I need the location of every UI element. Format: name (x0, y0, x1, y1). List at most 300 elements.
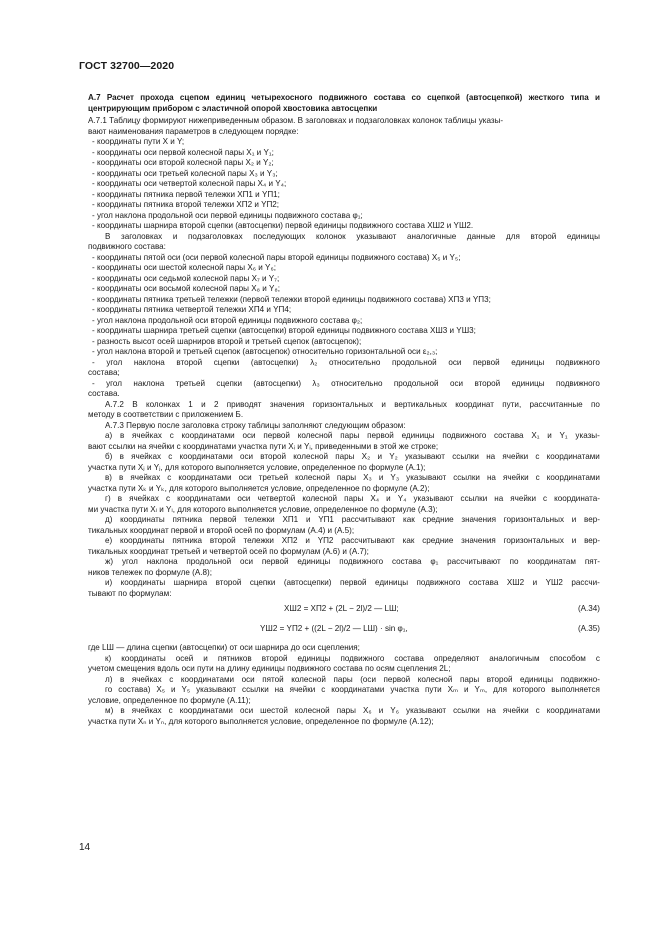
word: с (535, 473, 540, 482)
list-item: - координаты оси седьмой колесной пары X₇ и Y₇; (92, 273, 280, 283)
justified-text-line (88, 473, 600, 484)
word: ячейках (129, 494, 159, 503)
word: состава) (118, 685, 151, 694)
word: на (274, 685, 284, 694)
word: подвижного (556, 378, 600, 388)
word: ж) (105, 557, 114, 566)
word: угол (106, 357, 123, 367)
word: определяют (433, 653, 480, 663)
word: (оси (360, 674, 376, 684)
word: А.7.2 (105, 399, 124, 409)
list-item: - координаты пятника третьей тележки (первой тележки второй единицы подвижного состава) XП3 и YП3; (92, 294, 491, 304)
word: оси (239, 557, 254, 566)
word: первой (367, 431, 394, 440)
word: координатами (546, 473, 600, 482)
word: колонок (315, 231, 346, 241)
word: четвертой (257, 494, 296, 503)
word: пары (344, 494, 364, 503)
text-line: вают наименования параметров в следующем порядке: (88, 126, 299, 136)
word: ссылки (460, 494, 488, 503)
justified-text-line (88, 515, 600, 526)
word: и (571, 515, 577, 524)
word: 2 (213, 399, 219, 409)
list-item: - угол наклона продольной оси первой единицы подвижного состава φ₁; (92, 210, 363, 220)
word: колесной (294, 706, 330, 715)
formula-expression: XШ2 = XП2 + (2L − 2l)/2 — LШ; (284, 604, 399, 613)
word: и (172, 231, 178, 241)
word: подвижного (339, 557, 384, 566)
word: (автосцепки) (283, 578, 332, 587)
word: первой (339, 578, 367, 587)
document-code-header: ГОСТ 32700—2020 (79, 60, 175, 72)
word: координаты (120, 515, 165, 524)
word: и (547, 431, 552, 440)
word: в (119, 473, 124, 482)
word: шарнира (173, 578, 208, 587)
word: пятника (172, 536, 203, 545)
word: Y₄ (397, 494, 407, 503)
word: в (117, 494, 123, 503)
word: ячейки (502, 473, 529, 482)
word: на (486, 473, 496, 482)
section-body (88, 93, 600, 727)
justified-text-line (88, 706, 600, 717)
list-item: - координаты пятника второй тележки XП2 и YП2; (92, 200, 280, 209)
word: сцепки (216, 378, 242, 388)
paragraph-lines-after (88, 643, 600, 727)
word: для (493, 685, 507, 694)
word: в (119, 431, 125, 440)
word: с (168, 452, 173, 461)
list-item: - координаты пятой оси (оси первой колесной пары второй единицы подвижного состава) X₅ и Y₅; (92, 252, 461, 262)
word: и (378, 706, 384, 715)
word: Y₃ (390, 473, 400, 482)
word: третьей (258, 473, 289, 482)
word: в (119, 452, 124, 461)
justified-text-line (88, 379, 600, 390)
word: ячейки (502, 452, 529, 461)
word: и) (105, 578, 113, 587)
word: по (590, 399, 600, 409)
word: с (168, 706, 173, 715)
list-item: - угол наклона второй и третьей сцепок (автосцепок) относительно горизонтальной оси ε₂,₃; (92, 347, 438, 356)
word: третьей (175, 378, 206, 388)
word: рассчи- (571, 578, 600, 587)
word: XП1 (282, 515, 299, 524)
text-line: учетом смещения вдоль оси пути на длину единицы подвижного состава по осям сцепления 2L; (88, 664, 451, 673)
formula-a35 (88, 621, 600, 639)
word: λ₃ (312, 378, 320, 388)
word: колесной (297, 431, 333, 440)
word: Y₆ (390, 706, 399, 715)
text-line: вают ссылки на ячейки с координатами участка пути Xᵢ и Yᵢ, приведенными в этой же строке; (88, 441, 439, 451)
word: указывают (406, 706, 447, 715)
word: пары (340, 431, 360, 440)
word: участка (390, 685, 420, 694)
word: YП2 (317, 536, 334, 545)
word: относительно (331, 378, 383, 388)
word: относительно (329, 357, 381, 367)
word: пары (336, 706, 356, 715)
word: пути (425, 685, 442, 694)
page-number: 14 (79, 842, 91, 853)
word: б) (105, 452, 113, 461)
word: указывают (356, 231, 397, 241)
justified-text-line (88, 654, 600, 665)
word: оси (448, 357, 462, 367)
word: единицы (520, 674, 554, 684)
list-item: - координаты пути X и Y; (92, 137, 185, 146)
word: единицы (401, 431, 435, 440)
word: л) (105, 674, 113, 684)
word: координаты (120, 536, 165, 545)
word: и (378, 473, 384, 482)
word: оси (242, 431, 256, 440)
word: Y₁ (559, 431, 568, 440)
word: как (402, 536, 415, 545)
word: X₅ (156, 685, 166, 694)
word: как (403, 515, 415, 524)
text-line: состава; (88, 368, 120, 377)
word: первой (263, 431, 290, 440)
text-line: ников тележек по формуле (А.8); (88, 567, 212, 577)
word: и (571, 536, 577, 545)
list-item: - координаты шарнира второй сцепки (автосцепки) первой единицы подвижного состава XШ2 и YШ2. (92, 221, 474, 230)
word: YП1 (318, 515, 334, 524)
word: Xₘ (447, 685, 459, 694)
word: первой (383, 674, 411, 684)
word: пятника (172, 515, 203, 524)
word: пути, (502, 399, 522, 409)
word: Yₘ, (474, 685, 488, 694)
word: средние (422, 536, 454, 545)
word: ячейки (502, 706, 529, 715)
word: первой (209, 515, 237, 524)
word: (автосцепки) (250, 357, 299, 367)
word: подвижно- (560, 674, 600, 684)
justified-text-line (88, 578, 600, 589)
word: координатами (180, 674, 235, 684)
word: с (167, 473, 172, 482)
word: В (105, 231, 111, 241)
word: вертикальных (394, 399, 447, 409)
word: с (169, 674, 174, 684)
text-line: ми участка пути Xₗ и Yₗ, для которого выполняется условие, определенное по формуле (А.3); (88, 504, 438, 514)
word: второй (486, 674, 513, 684)
word: состава (468, 578, 499, 587)
justified-text-line (88, 675, 600, 686)
word: средние (422, 515, 454, 524)
word: и (381, 399, 386, 409)
word: YШ2 (545, 578, 563, 587)
word: подвижного (442, 431, 487, 440)
word: ссылки (452, 452, 479, 461)
word: XШ2 (506, 578, 525, 587)
word: сцепки (249, 578, 276, 587)
word: пары (336, 473, 357, 482)
justified-text-line (88, 232, 600, 243)
word: пары (335, 452, 355, 461)
word: второй (260, 452, 287, 461)
word: оси (239, 452, 254, 461)
word: X₃ (363, 473, 372, 482)
word: продольной (393, 378, 439, 388)
word: единицы (511, 378, 545, 388)
word: колонках (145, 399, 180, 409)
word: пары (459, 674, 480, 684)
word: ссылки (453, 473, 480, 482)
word: аналогичные (407, 231, 457, 241)
word: го (105, 685, 113, 694)
word: приводят (226, 399, 262, 409)
word: с (543, 494, 548, 503)
word: единицы (511, 357, 545, 367)
word: - (92, 357, 95, 367)
word: значения (461, 515, 496, 524)
word: горизонтальных (503, 515, 565, 524)
word: пятой (262, 674, 284, 684)
word: состава (394, 653, 424, 663)
word: λ₂ (310, 357, 318, 367)
word: координатами (546, 452, 600, 461)
word: способом (549, 653, 586, 663)
word: на (494, 494, 504, 503)
justified-text-line (88, 494, 600, 505)
word: выполняется (551, 685, 600, 694)
formula-a34 (88, 601, 600, 619)
word: подзаголовках (188, 231, 243, 241)
formula-number: (А.35) (577, 624, 600, 633)
word: сцепки (213, 357, 240, 367)
list-item: - разность высот осей шарниров второй и третьей сцепок (автосцепок); (92, 336, 362, 346)
word: наклона (133, 357, 165, 367)
word: координаты (120, 578, 166, 587)
word: последующих (253, 231, 306, 241)
word: состава (494, 431, 524, 440)
word: координатами (181, 431, 235, 440)
word: аналогичным (489, 653, 540, 663)
formula-expression: YШ2 = YП2 + ((2L − 2l)/2 — LШ) · sin φ₁, (260, 624, 408, 633)
word: XП2 (281, 536, 298, 545)
justified-text-line (88, 685, 600, 696)
word: к) (105, 653, 112, 663)
word: второй (215, 578, 242, 587)
list-item: - координаты шарнира третьей сцепки (автосцепки) второй единицы подвижного состава XШ3 и YШ3; (92, 326, 476, 335)
word: и (532, 578, 538, 587)
word: в (120, 706, 125, 715)
word: колесной (293, 452, 328, 461)
word: ячейках (131, 452, 162, 461)
word: вер- (584, 536, 600, 545)
text-line: состава. (88, 389, 120, 398)
word: ссылки (242, 685, 269, 694)
word: значения (269, 399, 305, 409)
word: д) (105, 515, 113, 524)
word: вер- (584, 515, 600, 524)
justified-text-line (88, 536, 600, 547)
text-line: тикальных координат третьей и четвертой осей по формулам (А.6) и (А.7); (88, 546, 369, 556)
justified-text-line (88, 400, 600, 411)
word: X₁ (531, 431, 540, 440)
word: которого (512, 685, 546, 694)
word: оси (238, 473, 252, 482)
word: ячейках (132, 431, 162, 440)
word: второй (474, 378, 501, 388)
word: заголовках (121, 231, 163, 241)
word: данные (466, 231, 496, 241)
word: второй (261, 653, 288, 663)
word: указывают (413, 494, 454, 503)
word: оси (449, 378, 464, 388)
text-line: тикальных координат первой и второй осей по формулам (А.4) и (А.5); (88, 525, 355, 535)
word: пятников (217, 653, 252, 663)
word: горизонтальных (503, 536, 564, 545)
word: ячейках (131, 674, 162, 684)
word: угол (121, 557, 138, 566)
word: шестой (260, 706, 288, 715)
word: значения (461, 536, 496, 545)
word: (автосцепки) (253, 378, 302, 388)
word: с (321, 685, 326, 694)
word: первой (261, 557, 289, 566)
word: единицы (375, 578, 409, 587)
word: 1 (188, 399, 193, 409)
list-item: - координаты оси шестой колесной пары X₆ и Y₆; (92, 263, 276, 272)
text-line: где LШ — длина сцепки (автосцепки) от оси шарнира до оси сцепления; (88, 643, 360, 652)
word: координат (455, 399, 494, 409)
word: колесной (295, 473, 330, 482)
word: оси (241, 674, 255, 684)
word: X₆ (362, 706, 372, 715)
word: г) (105, 494, 111, 503)
word: оси (237, 494, 251, 503)
word: тележки (244, 515, 275, 524)
word: координатами (179, 706, 233, 715)
word: а) (105, 431, 113, 440)
word: угол (106, 378, 122, 388)
text-line: подвижного состава: (88, 242, 166, 251)
word: пары (333, 674, 353, 684)
word: рассчитывают (341, 536, 395, 545)
word: единицы (297, 653, 331, 663)
formula-number: (А.34) (577, 604, 600, 613)
word: единицы (297, 557, 331, 566)
word: наклона (146, 557, 178, 566)
word: ячейки (289, 685, 316, 694)
word: второй (176, 357, 203, 367)
word: м) (105, 706, 114, 715)
word: координатами (331, 685, 385, 694)
word: подвижного (416, 578, 461, 587)
word: е) (105, 536, 113, 545)
word: и (377, 452, 382, 461)
word: ячейках (131, 706, 162, 715)
word: координатами (177, 494, 231, 503)
text-line: условие, определенное по формуле (А.11); (88, 695, 251, 705)
word: на (486, 706, 496, 715)
word: на (486, 452, 496, 461)
word: продольной (186, 557, 232, 566)
word: колесной (302, 494, 338, 503)
section-heading: А.7 Расчет прохода сцепом единиц четырехосного подвижного состава со сцепкой (автосцепкой) жесткого типа и центрирующим прибором с эластичной опорой хвостовика автосцепки (88, 93, 600, 113)
list-item: - угол наклона продольной оси второй единицы подвижного состава φ₂; (92, 315, 363, 325)
word: для (506, 231, 520, 241)
word: ссылки (453, 706, 480, 715)
text-line: участка пути Xₙ и Yₙ, для которого выполняется условие, определенное по формуле (А.12); (88, 716, 434, 726)
list-item: - координаты пятника первой тележки XП1 и YП1; (92, 189, 280, 199)
word: оси (240, 706, 254, 715)
word: в (119, 674, 125, 684)
word: и (464, 685, 469, 694)
text-line: методу в соответствии с приложением Б. (88, 410, 244, 419)
word: В (132, 399, 138, 409)
word: φ₁ (430, 557, 439, 566)
word: единицы (566, 231, 600, 241)
word: пят- (584, 557, 600, 566)
word: X₄ (370, 494, 380, 503)
text-line: А.7.1 Таблицу формируют нижеприведенным образом. В заголовках и подзаголовках колонок таблицы указы- (88, 116, 504, 125)
justified-text-line (88, 557, 600, 568)
word: с (169, 431, 174, 440)
word: колесной (291, 674, 326, 684)
word: Y₂ (389, 452, 398, 461)
text-line: тывают по формулам: (88, 588, 172, 598)
word: ячейки (510, 494, 536, 503)
word: первой (473, 357, 500, 367)
word: второй (209, 536, 236, 545)
word: и (201, 399, 206, 409)
word: Y₅ (181, 685, 191, 694)
list-item: - координаты пятника четвертой тележки XП4 и YП4; (92, 305, 292, 314)
list-item: - координаты оси четвертой колесной пары X₄ и Y₄; (92, 179, 287, 188)
word: наклона (133, 378, 165, 388)
word: подвижного (555, 357, 600, 367)
word: координатами (546, 706, 600, 715)
word: и (386, 494, 391, 503)
word: ячейках (130, 473, 161, 482)
word: координатам (527, 557, 576, 566)
text-line: А.7.3 Первую после заголовка строку таблицы заполняют следующим образом: (105, 420, 406, 430)
word: указывают (406, 473, 447, 482)
list-item: - координаты оси первой колесной пары X₁ и Y₁; (92, 147, 274, 157)
paragraph-lines (88, 116, 600, 599)
word: второй (530, 231, 557, 241)
word: и (203, 653, 208, 663)
word: координата- (554, 494, 600, 503)
word: указывают (405, 452, 446, 461)
word: с (595, 653, 600, 663)
text-line: участка пути Xₖ и Yₖ, для которого выполняется условие, определенное по формуле (А.2); (88, 483, 430, 493)
justified-text-line (88, 431, 600, 442)
word: колесной (417, 674, 453, 684)
word: с (166, 494, 171, 503)
word: продольной (392, 357, 437, 367)
word: указывают (196, 685, 237, 694)
word: тележки (243, 536, 274, 545)
word: и (170, 685, 176, 694)
word: - (92, 378, 95, 388)
list-item: - координаты оси восьмой колесной пары X₈ и Y₈; (92, 284, 281, 293)
justified-text-line (88, 358, 600, 369)
word: рассчитывают (447, 557, 501, 566)
word: в) (105, 473, 112, 482)
list-item: - координаты оси второй колесной пары X₂ и Y₂; (92, 158, 274, 167)
word: рассчитанные (529, 399, 583, 409)
word: по (509, 557, 519, 566)
justified-text-line (88, 452, 600, 463)
word: координаты (121, 653, 166, 663)
word: с (535, 706, 540, 715)
